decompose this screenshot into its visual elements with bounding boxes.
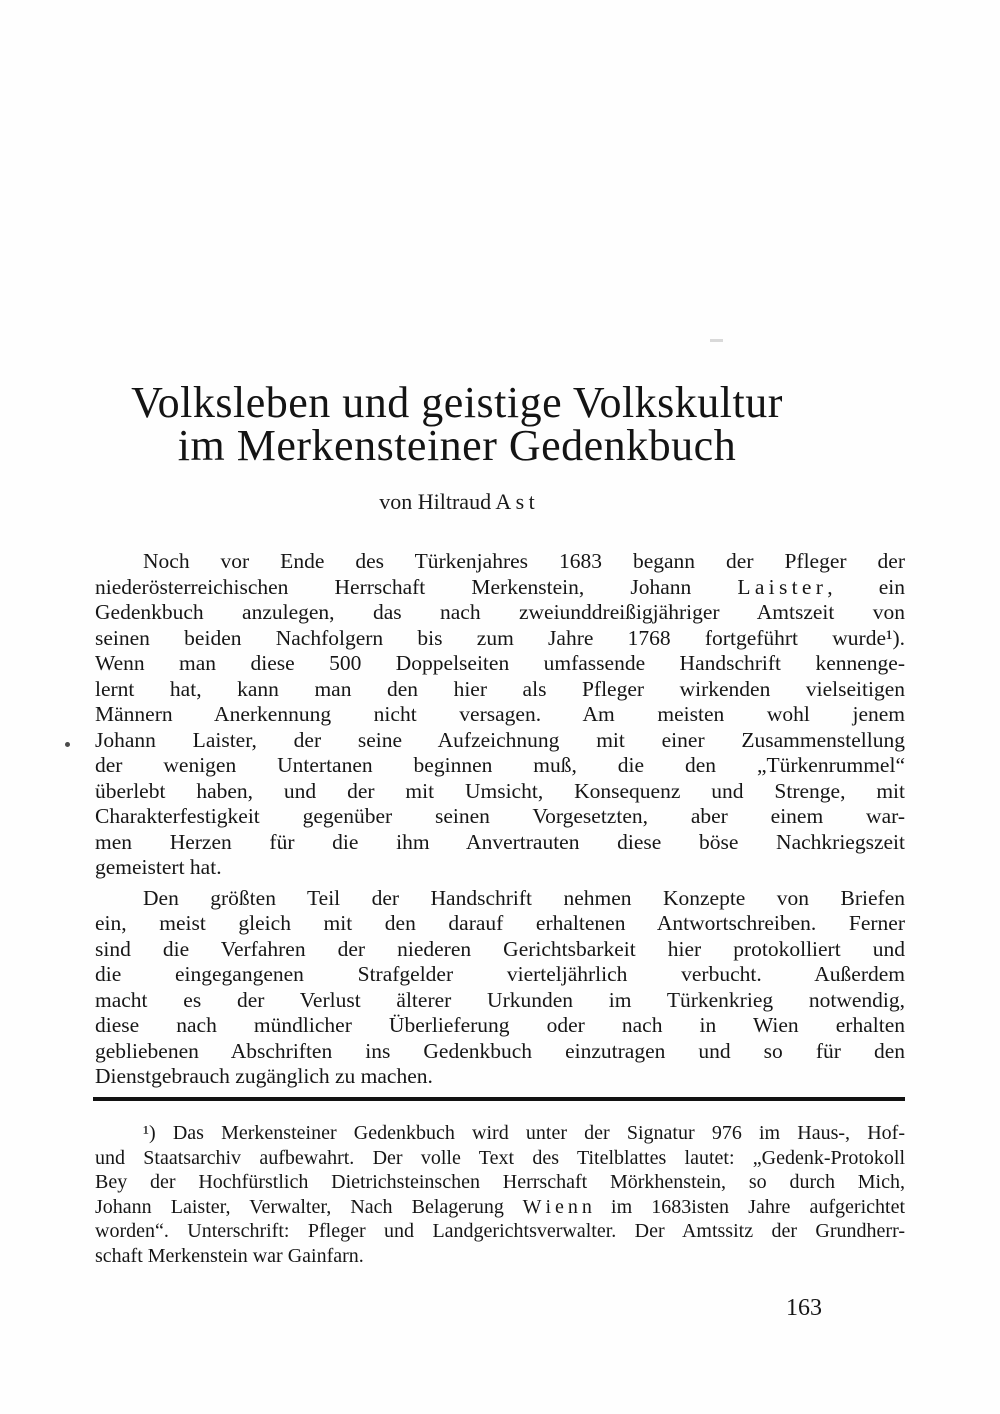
text-line: Charakterfestigkeit gegenüber seinen Vorgesetzten, aber einem war- — [95, 804, 905, 828]
text-line: die eingegangenen Strafgelder vierteljährlich verbucht. Außerdem — [95, 962, 905, 986]
text-line: men Herzen für die ihm Anvertrauten diese böse Nachkriegszeit — [95, 829, 905, 854]
article-title-line2: im Merkensteiner Gedenkbuch — [177, 421, 737, 470]
text-line: ein, meist gleich mit den darauf erhaltenen Antwortschreiben. Ferner — [95, 911, 905, 935]
article-title — [52, 378, 862, 470]
paragraph-1 — [95, 549, 905, 881]
text-line: Männern Anerkennung nicht versagen. Am meisten wohl jenem — [95, 702, 905, 726]
text-line: ¹) Das Merkensteiner Gedenkbuch wird unter der Signatur 976 im Haus-, Hof- — [143, 1122, 905, 1144]
text-line: gemeistert hat. — [95, 855, 222, 879]
text-line: der wenigen Untertanen beginnen muß, die den „Türkenrummel“ — [95, 753, 905, 777]
text-line: Noch vor Ende des Türkenjahres 1683 begann der Pfleger der — [143, 549, 905, 573]
page-number: 163 — [786, 1295, 822, 1321]
text-line: schaft Merkenstein war Gainfarn. — [95, 1244, 364, 1267]
paragraph-2 — [95, 886, 905, 1090]
text-line: worden“. Unterschrift: Pfleger und Landgerichtsverwalter. Der Amtssitz der Grundherr- — [95, 1220, 905, 1242]
text-line: und Staatsarchiv aufbewahrt. Der volle Text des Titelblattes lautet: „Gedenk-Protokoll — [95, 1146, 905, 1169]
margin-dot-artifact — [65, 742, 70, 747]
text-line: Wenn man diese 500 Doppelseiten umfassende Handschrift kennenge- — [95, 651, 905, 675]
footnote-rule — [93, 1097, 905, 1101]
text-line: Johann Laister, Verwalter, Nach Belagerung W i e n n im 1683isten Jahre aufgerichtet — [95, 1195, 905, 1218]
footnote — [95, 1121, 905, 1268]
text-line: Gedenkbuch anzulegen, das nach zweiunddreißigjähriger Amtszeit von — [95, 600, 905, 624]
text-line: diese nach mündlicher Überlieferung oder nach in Wien erhalten — [95, 1013, 905, 1037]
text-line: seinen beiden Nachfolgern bis zum Jahre 1768 fortgeführt wurde¹). — [95, 625, 905, 650]
text-line: niederösterreichischen Herrschaft Merkenstein, Johann L a i s t e r , ein — [95, 574, 905, 599]
text-line: Den größten Teil der Handschrift nehmen Konzepte von Briefen — [143, 885, 905, 910]
article-title-line1: Volksleben und geistige Volkskultur — [131, 378, 783, 427]
text-line: sind die Verfahren der niederen Gerichtsbarkeit hier protokolliert und — [95, 936, 905, 961]
text-line: Bey der Hochfürstlich Dietrichsteinschen Herrschaft Mörkhenstein, so durch Mich, — [95, 1171, 905, 1193]
heading-block — [52, 378, 862, 515]
text-line: Dienstgebrauch zugänglich zu machen. — [95, 1064, 433, 1088]
text-line: überlebt haben, und der mit Umsicht, Konsequenz und Strenge, mit — [95, 778, 905, 803]
text-line: Johann Laister, der seine Aufzeichnung mit einer Zusammenstellung — [95, 727, 905, 752]
text-line: gebliebenen Abschriften ins Gedenkbuch einzutragen und so für den — [95, 1038, 905, 1063]
byline: von Hiltraud A s t — [379, 489, 535, 514]
article-body — [95, 549, 905, 1090]
scan-artifact-dash — [710, 339, 723, 342]
text-line: macht es der Verlust älterer Urkunden im Türkenkrieg notwendig, — [95, 987, 905, 1012]
text-line: lernt hat, kann man den hier als Pfleger wirkenden vielseitigen — [95, 676, 905, 701]
